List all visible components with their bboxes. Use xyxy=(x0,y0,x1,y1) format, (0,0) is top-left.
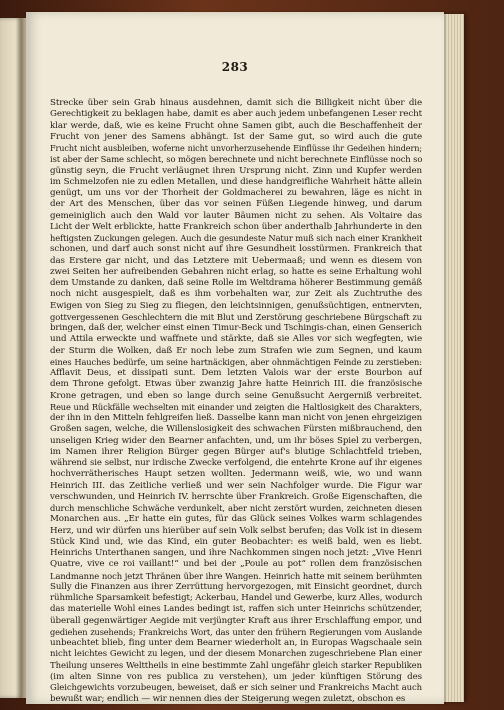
text-line: ist aber der Same schlecht, so mögen berechnete und nicht berechnete Einflüsse noch so xyxy=(50,154,422,165)
text-line: unseligen Krieg wider den Bearner anfachten, und, um ihr böses Spiel zu verbergen, xyxy=(50,435,422,446)
text-line: Theilung unseres Welttheils in eine bestimmte Zahl ungefähr gleich starker Republiken xyxy=(50,660,422,671)
text-line: unbeachtet blieb, fing unter dem Bearner wiederholt an, in Europas Wagschaale sein xyxy=(50,638,422,648)
text-line: Frucht von jener des Samens abhängt. Ist der Same gut, so wird auch die gute xyxy=(50,131,422,142)
text-line: bewußt war; endlich — wir nennen dies der Steigerung wegen zuletzt, obschon es xyxy=(50,694,406,705)
text-line: Herz, und wir dürfen uns hierüber auf sein Volk selbst berufen; das Volk ist in diesem xyxy=(50,525,422,536)
text-line: Gleichgewichts vorzubeugen, beweiset, daß er sich seiner und Frankreichs Macht auch xyxy=(50,683,422,693)
text-line: durch menschliche Schwäche verdunkelt, aber nicht zerstört wurden, zeichneten diesen xyxy=(50,503,422,513)
text-line: gottvergessenen Geschlechtern die mit Blut und Zerstörung geschriebene Bürgschaft zu xyxy=(50,311,422,322)
text-line: dem Throne gefolgt. Etwas über zwanzig Jahre hatte Heinrich III. die französische xyxy=(50,379,422,390)
text-line: Sully die Finanzen aus ihrer Zerrüttung hervorgezogen, mit Einsicht geordnet, durch xyxy=(50,581,422,592)
text-line: Afflavit Deus, et dissipati sunt. Dem letzten Valois war der erste Bourbon auf xyxy=(50,368,422,378)
text-line: klar werde, daß, wie es keine Frucht ohne Samen gibt, auch die Beschaffenheit der xyxy=(50,120,422,131)
text-line: noch nicht ausgespielt, daß es ihm vorbehalten war, zur Zeit als Zuchtruthe des xyxy=(50,289,422,300)
text-line: Quatre, vive ce roi vaillant!“ und bei der „Poule au pot“ rollen dem französischen xyxy=(50,559,422,570)
text-line: und Attila erweckte und waffnete und stärkte, daß sie Alles vor sich wegfegten, wie xyxy=(50,334,422,345)
text-line: hochverrätherisches Haupt setzen wollten. Jedermann weiß, wie, wo und wann xyxy=(50,469,422,480)
text-line: der Art des Menschen, über das vor seinen Füßen Liegende hinweg, und darum xyxy=(50,199,422,210)
text-line: bringen, daß der, welcher einst einen Timur-Beck und Tschingis-chan, einen Genserich xyxy=(50,323,422,333)
text-line: dem Umstande zu danken, daß seine Rolle im Weltdrama höherer Bestimmung gemäß xyxy=(50,278,422,288)
text-line: Monarchen aus. „Er hatte ein gutes, für das Glück seines Volkes warm schlagendes xyxy=(50,514,422,525)
text-line: Reue und Rückfälle wechselten mit einander und zeigten die Haltlosigkeit des Charakters, xyxy=(50,401,422,412)
body-text xyxy=(50,98,422,706)
text-line: rühmliche Sparsamkeit befestigt; Ackerbau, Handel und Gewerbe, kurz Alles, wodurch xyxy=(50,593,422,603)
book-page xyxy=(26,12,444,704)
text-line: Frucht nicht ausbleiben, woferne nicht unvorherzusehende Einflüsse ihr Gedeihen hindern; xyxy=(50,143,422,153)
page-number: 283 xyxy=(221,60,249,74)
text-line: Landmanne noch jetzt Thränen über ihre Wangen. Heinrich hatte mit seinem berühmten xyxy=(50,570,422,581)
text-line: verschwunden, und Heinrich IV. herrschte über Frankreich. Große Eigenschaften, die xyxy=(50,491,422,502)
text-line: Stück Kind und, wie das Kind, ein guter Beobachter: es weiß bald, wen es liebt. xyxy=(50,536,422,547)
text-line: Krone getragen, und eben so lange durch seine Genußsucht Aergerniß verbreitet. xyxy=(50,390,422,401)
text-line: Großen sagen, welche, die Willenslosigkeit des schwachen Fürsten mißbrauchend, den xyxy=(50,424,422,435)
text-line: im Schmelzofen nie zu edlen Metallen, und diese handgreifliche Wahrheit hätte allein xyxy=(50,176,422,187)
text-line: während sie selbst, nur irdische Zwecke verfolgend, die entehrte Krone auf ihr eigenes xyxy=(50,458,422,468)
text-line: gemeiniglich auch den Wald vor lauter Bäumen nicht zu sehen. Als Voltaire das xyxy=(50,210,422,221)
text-line: Heinrichs Unterthanen sangen, und ihre Nachkommen singen noch jetzt: „Vive Henri xyxy=(50,548,422,558)
text-line: das materielle Wohl eines Landes bedingt ist, raffen sich unter Heinrichs schützender, xyxy=(50,604,422,615)
left-page-edge xyxy=(0,18,22,698)
text-line: das Erstere gar nicht, und das Letztere mit Uebermaaß; und wenn es diesem von xyxy=(50,255,422,266)
text-line: der Sturm die Wolken, daß Er noch lebe zum Strafen wie zum Segnen, und kaum xyxy=(50,345,422,356)
text-line: Gerechtigkeit zu beklagen habe, damit es aber auch jedem unbefangenen Leser recht xyxy=(50,109,422,120)
text-line: zwei Seiten her aufreibenden Gebahren nicht erlag, so hatte es seine Erhaltung wohl xyxy=(50,266,422,277)
text-line: (im alten Sinne von res publica zu verstehen), um jeder künftigen Störung des xyxy=(50,671,422,682)
text-line: heftigsten Zuckungen gelegen. Auch die gesundeste Natur muß sich nach einer Krankheit xyxy=(50,233,422,243)
text-line: gediehen zusehends; Frankreichs Wort, das unter den frühern Regierungen vom Auslande xyxy=(50,626,422,637)
text-line: überall gegenwärtiger Aegide mit verjüngter Kraft aus ihrer Erschlaffung empor, und xyxy=(50,615,422,626)
text-line: Ewigen von Sieg zu Sieg zu fliegen, den leichtsinnigen, genußsüchtigen, entnervten, xyxy=(50,300,422,311)
text-line: im Namen ihrer Religion Bürger gegen Bürger auf's blutige Schlachtfeld trieben, xyxy=(50,446,422,457)
text-line: günstig seyn, die Frucht verläugnet ihren Ursprung nicht. Zinn und Kupfer werden xyxy=(50,165,422,176)
text-line: Licht der Welt erblickte, hatte Frankreich schon über anderthalb Jahrhunderte in den xyxy=(50,221,422,232)
text-line: Heinrich III. das Zeitliche verließ und wer sein Nachfolger wurde. Die Figur war xyxy=(50,480,422,491)
text-line: genügt, um uns vor der Thorheit der Goldmacherei zu bewahren, läge es nicht in xyxy=(50,188,422,198)
text-line: Strecke über sein Grab hinaus ausdehnen, damit sich die Billigkeit nicht über die xyxy=(50,98,422,108)
text-line: nicht leichtes Gewicht zu legen, und der diesem Monarchen zugeschriebene Plan einer xyxy=(50,649,422,660)
text-line: schonen, und darf auch sonst nicht auf ihre Gesundheit losstürmen. Frankreich that xyxy=(50,244,422,255)
text-line: eines Hauches bedürfe, um seine hartnäckigen, aber ohnmächtigen Feinde zu zerstieben: xyxy=(50,356,422,367)
text-line: der ihn in den Mitteln fehlgreifen ließ. Dasselbe kann man nicht von jenen ehrgeizigen xyxy=(50,413,422,423)
